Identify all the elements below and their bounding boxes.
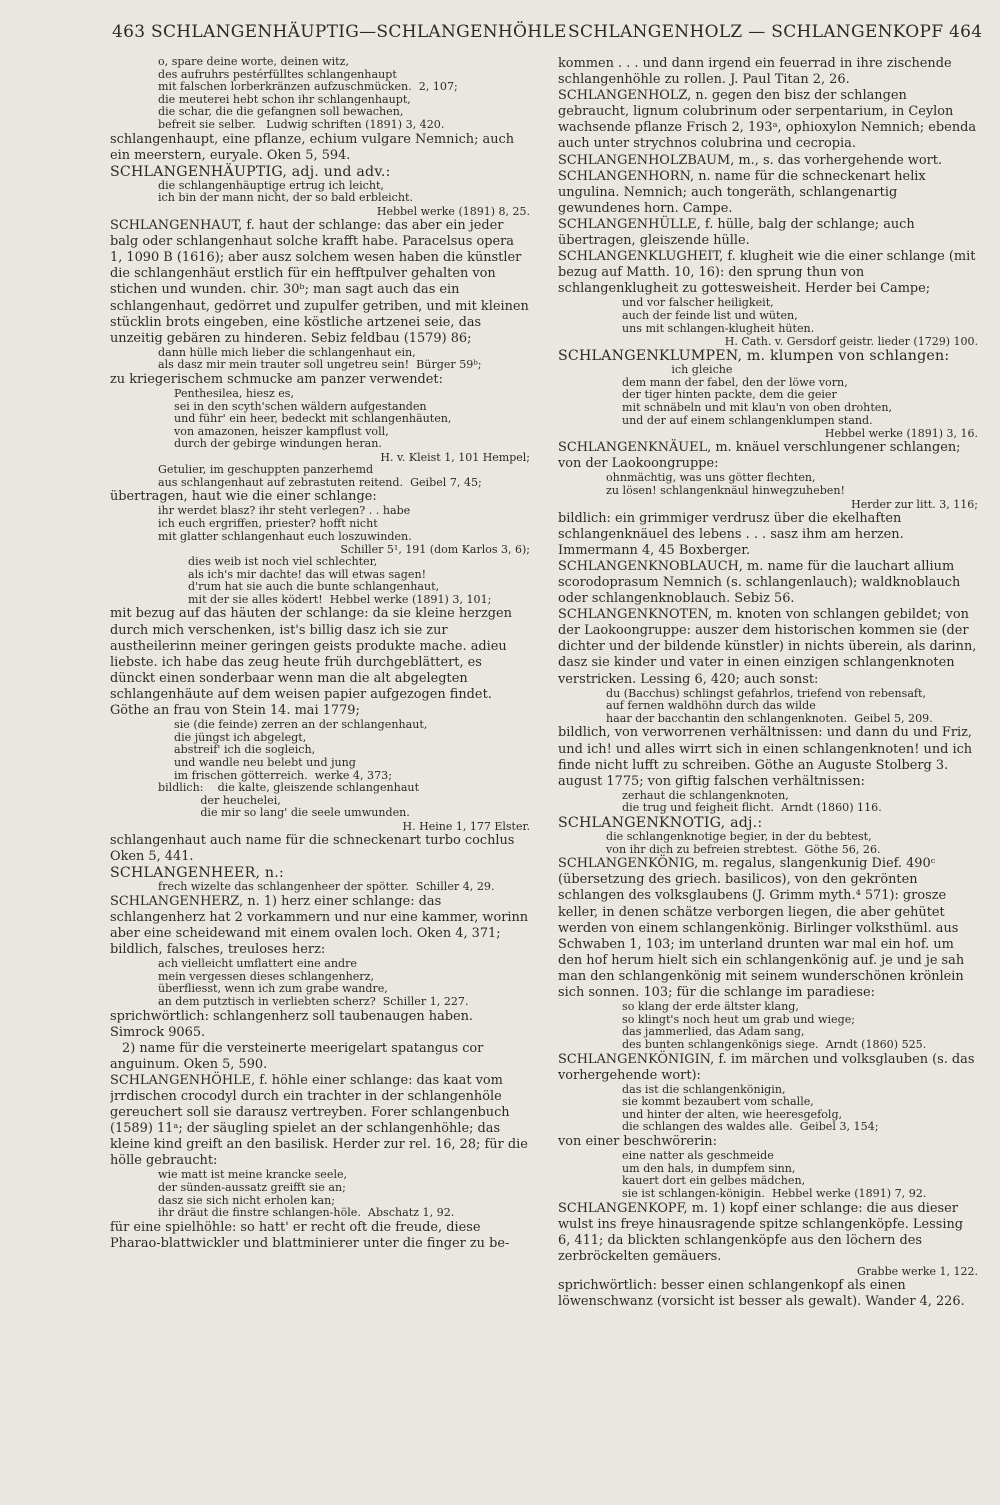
- entry-paragraph: für eine spielhöhle: so hatt' er recht oft die freude, diese Pharao-blattwickler und blattminierer unter die finger zu be-: [110, 1219, 510, 1251]
- entry-paragraph: bildlich, von verworrenen verhältnissen: und dann du und Friz, und ich! und alles wirrt sich in einen schlangenknoten! und ich finde nicht lufft zu schreiben. Göthe an Auguste Stolberg 3. august 1775; von giftig falschen verhältnissen:: [558, 725, 973, 789]
- entry-paragraph: von einer beschwörerin:: [558, 1134, 717, 1150]
- quotation-block: bildlich: die kalte, gleiszende schlangenhaut der heuchelei, die mir so lang' die seele umwunden.: [158, 781, 420, 820]
- entry-paragraph: SCHLANGENKLUMPEN, m. klumpen von schlangen:: [558, 348, 950, 365]
- entry-paragraph: SCHLANGENHORN, n. name für die schneckenart helix ungulina. Nemnich; auch tongeräth, schlangenartig gewundenes horn. Campe.: [558, 168, 926, 216]
- quotation-block: ohnmächtig, was uns götter flechten, zu lösen! schlangenknäul hinwegzuheben!: [606, 471, 845, 498]
- quotation-block: ach vielleicht umflattert eine andre mein vergessen dieses schlangenherz, überfliesst, wenn ich zum grabe wandre, an dem putztisch in verliebten scherz? Schiller 1, 227.: [158, 957, 469, 1008]
- entry-paragraph: SCHLANGENHERZ, n. 1) herz einer schlange: das schlangenherz hat 2 vorkammern und nur eine kammer, worinn aber eine scheidewand mit einem ovalen loch. Oken 4, 371; bildlich, falsches, treuloses herz:: [110, 893, 529, 958]
- entry-paragraph: 2) name für die versteinerte meerigelart spatangus cor anguinum. Oken 5, 590.: [110, 1040, 484, 1072]
- entry-paragraph: SCHLANGENHÄUPTIG, adj. und adv.:: [110, 163, 391, 180]
- column-right: [558, 56, 978, 1476]
- entry-paragraph: sprichwörtlich: besser einen schlangenkopf als einen löwenschwanz (vorsicht ist besser als gewalt). Wander 4, 226.: [558, 1277, 965, 1309]
- source-citation: Grabbe werke 1, 122.: [856, 1264, 978, 1278]
- entry-paragraph: SCHLANGENKNÄUEL, m. knäuel verschlungener schlangen; von der Laokoongruppe:: [558, 440, 961, 472]
- entry-paragraph: SCHLANGENKNOTEN, m. knoten von schlangen gebildet; von der Laokoongruppe: auszer dem historischen kommen sie (der dichter und der bildende künstler) in nichts überein, als darinn, dasz sie kinder und vater in einen einzigen schlangenknoten verstricken. Lessing 6, 420; auch sonst:: [558, 607, 977, 687]
- entry-paragraph: zu kriegerischem schmucke am panzer verwendet:: [110, 371, 443, 387]
- quotation-block: dies weib ist noch viel schlechter, als ich's mir dachte! das will etwas sagen! d'rum hat sie auch die bunte schlangenhaut, mit der sie alles ködert! Hebbel werke (1891) 3, 101;: [188, 555, 492, 606]
- entry-paragraph: schlangenhaupt, eine pflanze, echium vulgare Nemnich; auch ein meerstern, euryale. Oken 5, 594.: [110, 131, 515, 163]
- quotation-block: und vor falscher heiligkeit, auch der feinde list und wüten, uns mit schlangen-klugheit hüten.: [622, 296, 815, 335]
- entry-paragraph: mit bezug auf das häuten der schlange: da sie kleine herzgen durch mich verschenken, ist's billig dasz ich sie zur austheilerinn meiner geringen geists produkte mache. adieu liebste. ich habe das zeug heute früh durchgeblättert, es dünckt einen sonderbaar wenn man die alt abgelegten schlangenhäute auf dem weisen papier aufgezogen findet. Göthe an frau von Stein 14. mai 1779;: [110, 606, 512, 719]
- running-header-left: 463 SCHLANGENHÄUPTIG—SCHLANGENHÖHLE: [112, 22, 567, 42]
- quotation-block: die schlangenknotige begier, in der du bebtest, von ihr dich zu befreien strebtest. Göthe 56, 26.: [606, 830, 881, 856]
- entry-paragraph: SCHLANGENHÜLLE, f. hülle, balg der schlange; auch übertragen, gleiszende hülle.: [558, 216, 915, 249]
- source-citation: H. Heine 1, 177 Elster.: [402, 819, 530, 833]
- quotation-block: ich gleiche dem mann der fabel, den der löwe vorn, der tiger hinten packte, dem die geier mit schnäbeln und mit klau'n von oben drohten, und der auf einem schlangenklumpen stand.: [622, 363, 893, 427]
- source-citation: Herder zur litt. 3, 116;: [851, 497, 978, 511]
- entry-paragraph: SCHLANGENKÖNIG, m. regalus, slangenkunig Dief. 490ᶜ (übersetzung des griech. basilicos), von den gekrönten schlangen des volksglaubens (J. Grimm myth.⁴ 571): grosze keller, in denen schätze verborgen liegen, die aber gehütet werden von einem schlangenkönig. Birlinger volksthüml. aus Schwaben 1, 103; im unterland drunten war mal ein hof. um den hof herum hielt sich ein schlangenkönig auf. je und je sah man den schlangenkönig mit seinem wunderschönen krönlein sich sonnen. 103; für die schlange im paradiese:: [558, 856, 965, 1001]
- entry-paragraph: schlangenhaut auch name für die schneckenart turbo cochlus Oken 5, 441.: [110, 832, 515, 864]
- entry-paragraph: SCHLANGENHOLZBAUM, m., s. das vorhergehende wort.: [558, 152, 943, 168]
- entry-paragraph: bildlich: ein grimmiger verdrusz über die ekelhaften schlangenknäuel des lebens . . . sasz ihm am herzen. Immermann 4, 45 Boxberger.: [558, 510, 904, 558]
- quotation-block: Penthesilea, hiesz es, sei in den scyth'schen wäldern aufgestanden und führ' ein heer, bedeckt mit schlangenhäuten, von amazonen, heiszer kampflust voll, durch der gebirge windungen heran.: [174, 387, 452, 451]
- running-header-right: SCHLANGENHOLZ — SCHLANGENKOPF 464: [568, 22, 983, 42]
- source-citation: Hebbel werke (1891) 3, 16.: [824, 427, 978, 441]
- source-citation: H. Cath. v. Gersdorf geistr. lieder (1729) 100.: [724, 335, 978, 349]
- quotation-block: frech wizelte das schlangenheer der spötter. Schiller 4, 29.: [158, 880, 495, 894]
- entry-paragraph: sprichwörtlich: schlangenherz soll taubenaugen haben. Simrock 9065.: [110, 1008, 474, 1040]
- entry-paragraph: SCHLANGENHEER, n.:: [110, 865, 284, 882]
- entry-paragraph: SCHLANGENKLUGHEIT, f. klugheit wie die einer schlange (mit bezug auf Matth. 10, 16): den sprung thun von schlangenklugheit zu gottesweisheit. Herder bei Campe;: [558, 249, 976, 297]
- quotation-block: ihr werdet blasz? ihr steht verlegen? . . habe ich euch ergriffen, priester? hofft nicht mit glatter schlangenhaut euch loszuwinden.: [158, 504, 412, 543]
- quotation-block: sie (die feinde) zerren an der schlangenhaut, die jüngst ich abgelegt, abstreif' ich die sogleich, und wandle neu belebt und jung im frischen götterreich. werke 4, 373;: [174, 718, 428, 782]
- quotation-block: eine natter als geschmeide um den hals, in dumpfem sinn, kauert dort ein gelbes mädchen, sie ist schlangen-königin. Hebbel werke (1891) 7, 92.: [622, 1149, 927, 1200]
- source-citation: Schiller 5¹, 191 (dom Karlos 3, 6);: [340, 543, 530, 557]
- entry-paragraph: kommen . . . und dann irgend ein feuerrad in ihre zischende schlangenhöhle zu rollen. J. Paul Titan 2, 26.: [558, 56, 952, 88]
- entry-paragraph: SCHLANGENHOLZ, n. gegen den bisz der schlangen gebraucht, lignum colubrinum oder serpentarium, in Ceylon wachsende pflanze Frisch 2, 193ᵃ, ophioxylon Nemnich; ebenda auch unter strychnos colubrina und cecropia.: [558, 88, 977, 152]
- quotation-block: zerhaut die schlangenknoten, die trug und feigheit flicht. Arndt (1860) 116.: [622, 788, 882, 815]
- quotation-block: dann hülle mich lieber die schlangenhaut ein, als dasz mir mein trauter soll ungetreu sein! Bürger 59ᵇ;: [158, 345, 482, 372]
- quotation-block: so klang der erde ältster klang, so klingt's noch heut um grab und wiege; das jammerlied, das Adam sang, des bunten schlangenkönigs siege. Arndt (1860) 525.: [622, 1000, 927, 1051]
- quotation-block: du (Bacchus) schlingst gefahrlos, triefend von rebensaft, auf fernen waldhöhn durch das wilde haar der bacchantin den schlangenknoten. Geibel 5, 209.: [606, 686, 933, 725]
- quotation-block: die schlangenhäuptige ertrug ich leicht, ich bin der mann nicht, der so bald erbleicht.: [158, 178, 414, 205]
- entry-paragraph: SCHLANGENKÖNIGIN, f. im märchen und volksglauben (s. das vorhergehende wort):: [558, 1051, 975, 1083]
- entry-paragraph: SCHLANGENHAUT, f. haut der schlange: das aber ein jeder balg oder schlangenhaut solche krafft habe. Paracelsus opera 1, 1090 B (1616); aber ausz solchem wesen haben die künstler die schlangenhäut erstlich für ein hefftpulver gehalten von stichen und wunden. chir. 30ᵇ; man sagt auch das ein schlangenhaut, gedörret und zupulfer getriben, und mit kleinen stücklin brots eingeben, eine köstliche artzenei seie, das unzeitig gebären zu hinderen. Sebiz feldbau (1579) 86;: [110, 218, 529, 346]
- entry-paragraph: SCHLANGENKNOBLAUCH, m. name für die lauchart allium scorodoprasum Nemnich (s. schlangenlauch); waldknoblauch oder schlangenknoblauch. Sebiz 56.: [558, 558, 961, 607]
- column-left: [110, 56, 530, 1476]
- source-citation: H. v. Kleist 1, 101 Hempel;: [380, 451, 530, 465]
- entry-paragraph: SCHLANGENHÖHLE, f. höhle einer schlange: das kaat vom jrrdischen crocodyl durch ein trachter in der schlangenhöle gereuchert soll sie darausz vertreyben. Forer schlangenbuch (1589) 11ᵃ; der säugling spielet an der schlangenhöhle; das kleine kind greift an den basilisk. Herder zur rel. 16, 28; für die hölle gebraucht:: [110, 1072, 528, 1169]
- quotation-block: o, spare deine worte, deinen witz, des aufruhrs pestérfülltes schlangenhaupt mit falschen lorberkränzen aufzuschmücken. 2, 107; die meuterei hebt schon ihr schlangenhaupt, die schar, die die gefangnen soll bewachen, befreit sie selber. Ludwig schriften (1891) 3, 420.: [158, 56, 458, 131]
- source-citation: Hebbel werke (1891) 8, 25.: [376, 205, 530, 219]
- entry-paragraph: SCHLANGENKNOTIG, adj.:: [558, 815, 763, 831]
- entry-paragraph: SCHLANGENKOPF, m. 1) kopf einer schlange: die aus dieser wulst ins freye hinausragende spitze schlangenköpfe. Lessing 6, 411; da blickten schlangenköpfe aus den löchern des zerbröckelten gemäuers.: [558, 1200, 964, 1264]
- quotation-block: Getulier, im geschuppten panzerhemd aus schlangenhaut auf zebrastuten reitend. Geibel 7, 45;: [158, 463, 482, 489]
- quotation-block: wie matt ist meine krancke seele, der sünden-aussatz greifft sie an; dasz sie sich nicht erholen kan; ihr dräut die finstre schlangen-höle. Abschatz 1, 92.: [158, 1168, 455, 1220]
- entry-paragraph: übertragen, haut wie die einer schlange:: [110, 489, 377, 505]
- quotation-block: das ist die schlangenkönigin, sie kommt bezaubert vom schalle, und hinter der alten, wie heeresgefolg, die schlangen des waldes alle. Geibel 3, 154;: [622, 1082, 879, 1134]
